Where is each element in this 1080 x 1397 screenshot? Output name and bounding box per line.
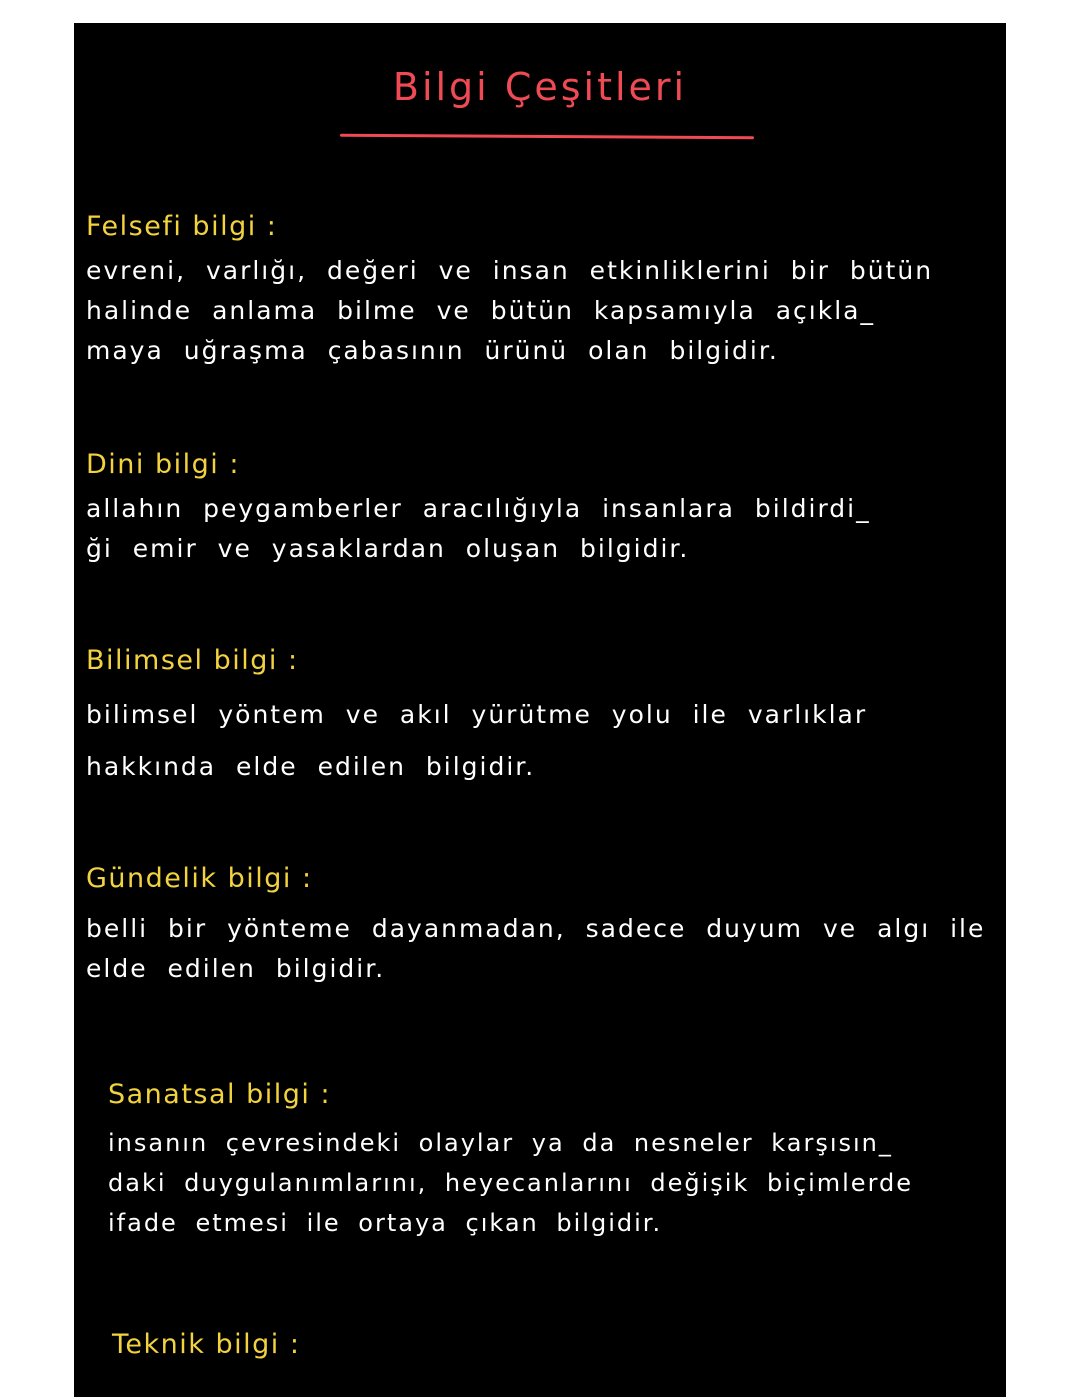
section-body: [86, 489, 998, 569]
text-line: ifade etmesi ile ortaya çıkan bilgidir.: [108, 1209, 663, 1237]
section-heading: Gündelik bilgi :: [86, 863, 313, 894]
text-line: bilimsel yöntem ve akıl yürütme yolu ile varlıklar: [86, 700, 868, 729]
section-body: [86, 251, 998, 371]
text-line: allahın peygamberler aracılığıyla insanlara bildirdi_: [86, 494, 871, 523]
notebook-page: [74, 23, 1006, 1397]
section-teknik-bilgi: [112, 1325, 998, 1365]
section-sanatsal-bilgi: [108, 1075, 998, 1243]
section-body: [86, 689, 998, 793]
section-bilimsel-bilgi: [86, 641, 998, 793]
text-line: maya uğraşma çabasının ürünü olan bilgidir.: [86, 336, 779, 365]
text-line: elde edilen bilgidir.: [86, 954, 386, 983]
section-heading: Teknik bilgi :: [112, 1329, 301, 1360]
section-body: [86, 909, 998, 989]
section-heading: Bilimsel bilgi :: [86, 645, 299, 676]
section-heading: Felsefi bilgi :: [86, 211, 278, 242]
text-line: ği emir ve yasaklardan oluşan bilgidir.: [86, 534, 690, 563]
page-title: Bilgi Çeşitleri: [392, 65, 688, 109]
section-felsefi-bilgi: [86, 207, 998, 371]
section-heading: Dini bilgi :: [86, 449, 240, 480]
section-body: [108, 1123, 998, 1243]
text-line: hakkında elde edilen bilgidir.: [86, 752, 536, 781]
section-gundelik-bilgi: [86, 859, 998, 989]
section-heading: Sanatsal bilgi :: [108, 1079, 332, 1110]
text-line: insanın çevresindeki olaylar ya da nesneler karşısın_: [108, 1129, 893, 1157]
text-line: evreni, varlığı, değeri ve insan etkinliklerini bir bütün: [86, 256, 934, 285]
text-line: halinde anlama bilme ve bütün kapsamıyla açıkla_: [86, 296, 875, 325]
text-line: daki duygulanımlarını, heyecanlarını değişik biçimlerde: [108, 1169, 914, 1197]
section-dini-bilgi: [86, 445, 998, 569]
title-underline: [340, 134, 754, 140]
text-line: belli bir yönteme dayanmadan, sadece duyum ve algı ile: [86, 914, 986, 943]
